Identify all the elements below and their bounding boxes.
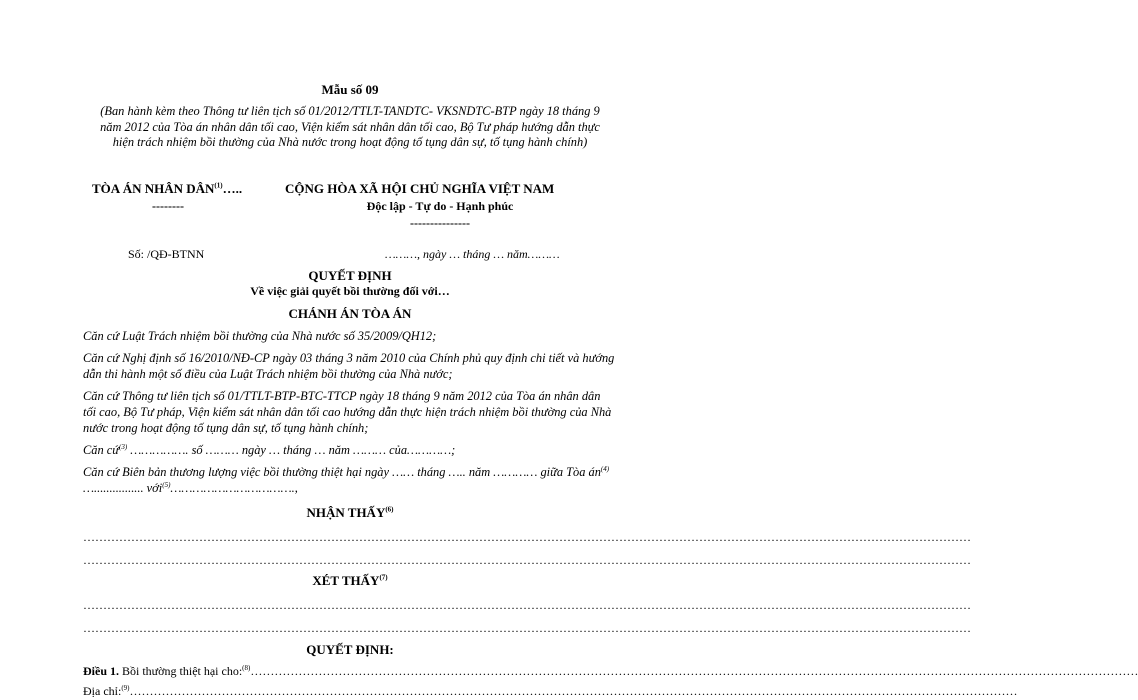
- article-1-label: Điều 1.: [83, 664, 119, 678]
- republic-name: CỘNG HÒA XÃ HỘI CHỦ NGHĨA VIỆT NAM: [285, 181, 555, 196]
- section-considerations-heading: [0, 573, 700, 589]
- footnote-5: (5): [162, 480, 171, 489]
- address-line: [83, 684, 1018, 699]
- section-decision-heading: QUYẾT ĐỊNH:: [306, 642, 394, 657]
- legal-basis-4-lead: Căn cứ: [83, 443, 120, 457]
- legal-basis-4: [83, 442, 615, 458]
- document-subject: Về việc giải quyết bồi thường đối với…: [250, 284, 450, 298]
- footnote-6: (6): [385, 505, 394, 514]
- section-considerations-label: XÉT THẤY: [312, 573, 380, 588]
- legal-basis-5: [83, 464, 615, 496]
- address-dotted-fill: ……………………………………………………………………………………………………………………………………………………………………………………………………: [129, 684, 1018, 698]
- court-footnote-1: (1): [214, 181, 223, 190]
- footnote-8: (8): [242, 664, 251, 672]
- section-findings-label: NHẬN THẤY: [306, 505, 386, 520]
- article-1-line: [83, 664, 1138, 679]
- legal-basis-3: Căn cứ Thông tư liên tịch số 01/TTLT-BTP-BTC-TTCP ngày 18 tháng 9 năm 2012 của Tòa án nhân dân tối cao, Bộ Tư pháp, Viện kiểm sát nhân dân tối cao hướng dẫn thực hiện trách nhiệm bồi thường của Nhà nước trong hoạt động tố tụng dân sự, tố tụng hành chính;: [83, 389, 612, 435]
- considerations-dotted-line-2: ……………………………………………………………………………………………………………………………………………………………………………………………………: [83, 621, 971, 635]
- footnote-4: (4): [600, 464, 610, 473]
- issuing-authority: CHÁNH ÁN TÒA ÁN: [288, 306, 412, 321]
- form-number: Mẫu số 09: [321, 82, 379, 97]
- legal-basis-1: Căn cứ Luật Trách nhiệm bồi thường của Nhà nước số 35/2009/QH12;: [83, 329, 437, 343]
- court-name: [92, 181, 242, 197]
- decision-date: ………, ngày … tháng … năm………: [385, 247, 560, 261]
- findings-dotted-line-1: ……………………………………………………………………………………………………………………………………………………………………………………………………: [83, 530, 971, 544]
- findings-dotted-line-2: ……………………………………………………………………………………………………………………………………………………………………………………………………: [83, 553, 971, 567]
- footnote-9: (9): [121, 684, 130, 692]
- section-findings-heading: [0, 505, 700, 521]
- legal-basis-2: Căn cứ Nghị định số 16/2010/NĐ-CP ngày 03 tháng 3 năm 2010 của Chính phủ quy định chi tiết và hướng dẫn thi hành một số điều của Luật Trách nhiệm bồi thường của Nhà nước;: [83, 351, 615, 381]
- article-1-text: Bồi thường thiệt hại cho:: [119, 664, 243, 678]
- court-name-tail: …..: [222, 181, 243, 196]
- article-1-dotted-fill: ……………………………………………………………………………………………………………………………………………………………………………………………………: [250, 664, 1138, 678]
- footnote-3: (3): [119, 442, 128, 451]
- legal-basis-4-rest: ……………. số ……… ngày … tháng … năm ……… của…………;: [127, 443, 456, 457]
- national-motto: Độc lập - Tự do - Hạnh phúc: [366, 199, 514, 213]
- issuance-note: (Ban hành kèm theo Thông tư liên tịch số 01/2012/TTLT-TANDTC- VKSNDTC-BTP ngày 18 tháng 9 năm 2012 của Tòa án nhân dân tối cao, Viện kiểm sát nhân dân tối cao, Bộ Tư pháp hướng dẫn thực hiện trách nhiệm bồi thường của Nhà nước trong hoạt động tố tụng dân sự, tố tụng hành chính): [100, 104, 600, 149]
- decision-number: Số: /QĐ-BTNN: [128, 247, 205, 261]
- address-label: Địa chỉ:: [83, 684, 122, 698]
- legal-basis-5-mid: …................ với: [83, 481, 163, 495]
- considerations-dotted-line-1: ……………………………………………………………………………………………………………………………………………………………………………………………………: [83, 598, 971, 612]
- legal-basis-5-lead: Căn cứ Biên bản thương lượng việc bồi thường thiệt hại ngày …… tháng ….. năm ………… giữa Tòa án: [83, 465, 601, 479]
- legal-basis-5-tail: …………………………….,: [170, 481, 298, 495]
- motto-underline: ---------------: [410, 216, 470, 230]
- footnote-7: (7): [379, 573, 388, 582]
- court-underline: --------: [152, 199, 184, 213]
- court-name-text: TÒA ÁN NHÂN DÂN: [92, 181, 215, 196]
- document-title: QUYẾT ĐỊNH: [308, 268, 392, 283]
